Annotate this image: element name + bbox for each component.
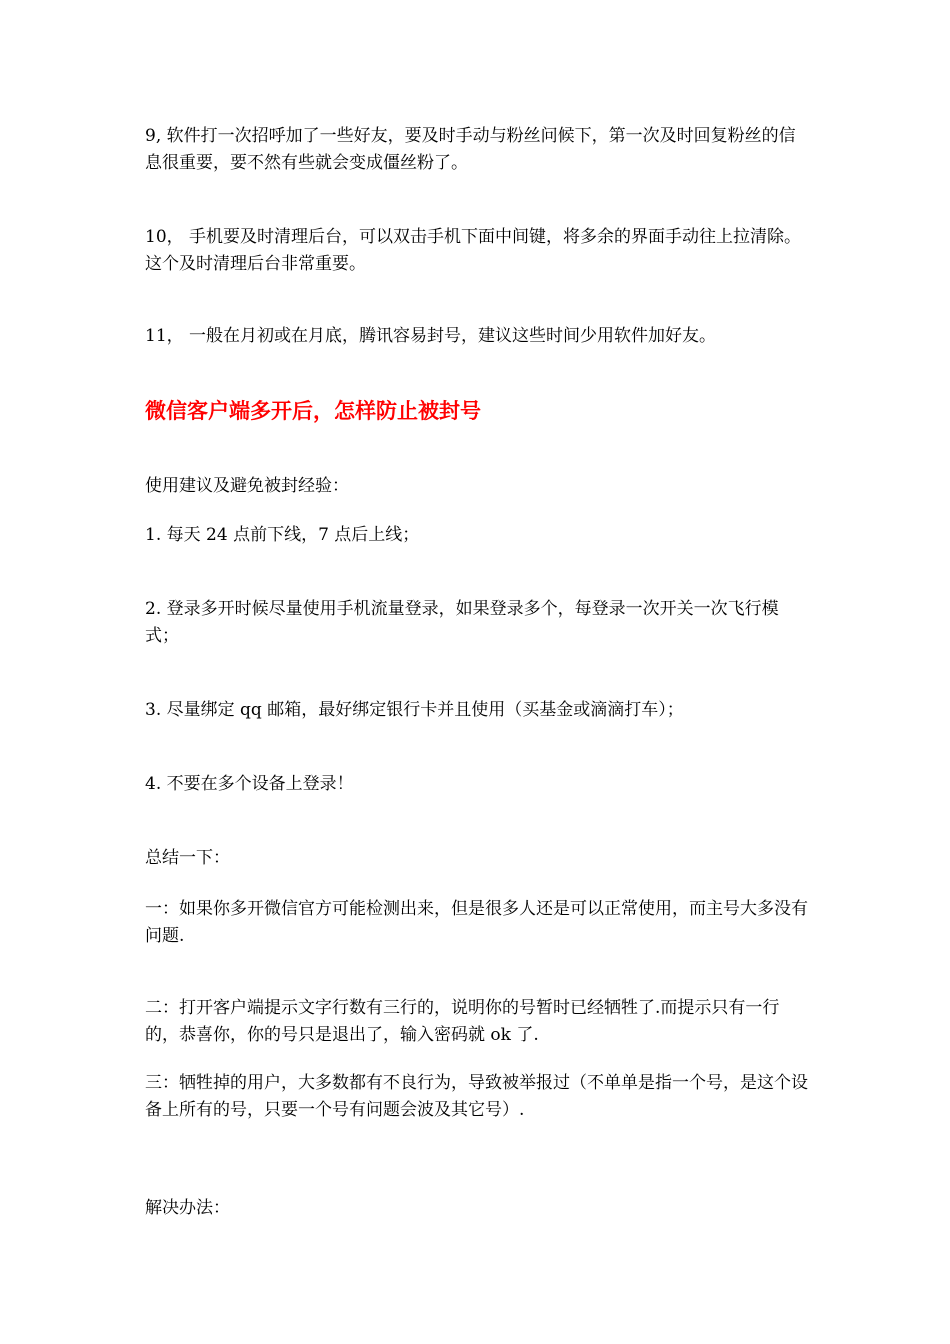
advice-item-4: 4. 不要在多个设备上登录！	[145, 774, 354, 794]
summary-item-3: 三：牺牲掉的用户，大多数都有不良行为，导致被举报过（不单单是指一个号，是这个设备上所有的号，只要一个号有问题会波及其它号）.	[145, 1073, 808, 1120]
summary-item-2: 二：打开客户端提示文字行数有三行的，说明你的号暂时已经牺牲了.而提示只有一行的，恭喜你，你的号只是退出了，输入密码就 ok 了.	[145, 998, 780, 1045]
summary-intro: 总结一下：	[145, 848, 230, 868]
summary-item-1: 一：如果你多开微信官方可能检测出来，但是很多人还是可以正常使用，而主号大多没有问题.	[145, 899, 808, 946]
solution-intro: 解决办法：	[145, 1198, 230, 1218]
tip-10: 10， 手机要及时清理后台，可以双击手机下面中间键，将多余的界面手动往上拉清除。这个及时清理后台非常重要。	[145, 227, 802, 274]
advice-item-3: 3. 尽量绑定 qq 邮箱，最好绑定银行卡并且使用（买基金或滴滴打车）；	[145, 700, 684, 720]
tip-9: 9, 软件打一次招呼加了一些好友，要及时手动与粉丝问候下，第一次及时回复粉丝的信息很重要，要不然有些就会变成僵丝粉了。	[145, 126, 796, 173]
tip-11: 11， 一般在月初或在月底，腾讯容易封号，建议这些时间少用软件加好友。	[145, 326, 717, 346]
section-heading: 微信客户端多开后，怎样防止被封号	[145, 399, 481, 423]
advice-item-1: 1. 每天 24 点前下线，7 点后上线；	[145, 525, 420, 545]
advice-item-2: 2. 登录多开时候尽量使用手机流量登录，如果登录多个，每登录一次开关一次飞行模式；	[145, 599, 779, 646]
advice-intro: 使用建议及避免被封经验：	[145, 476, 349, 496]
